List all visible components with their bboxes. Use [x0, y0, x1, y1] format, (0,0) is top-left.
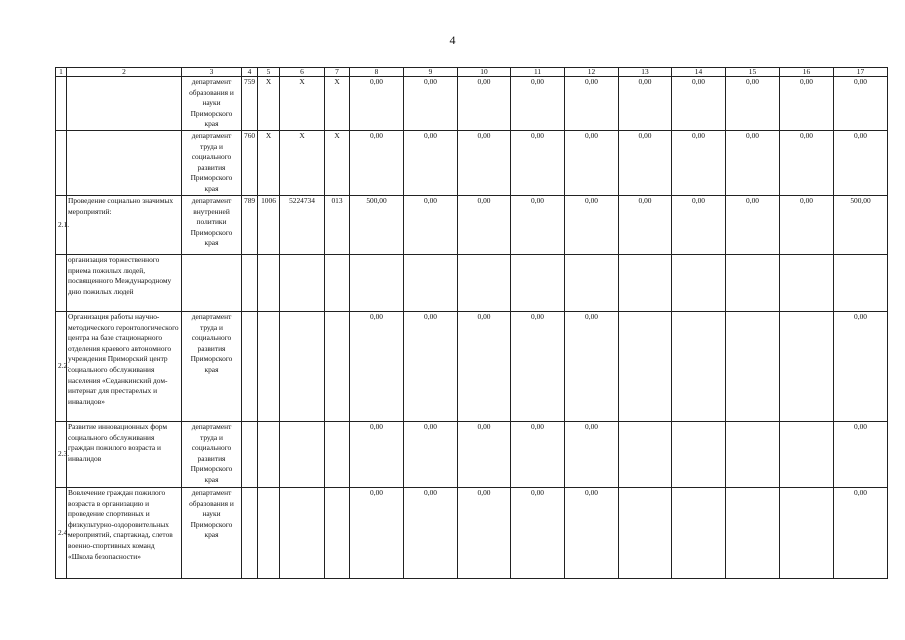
- code-cell: X: [258, 131, 280, 196]
- row-number-cell: 2.3.: [56, 422, 67, 488]
- code-cell: X: [325, 77, 350, 131]
- amount-cell: 0,00: [565, 196, 619, 255]
- amount-cell: 500,00: [350, 196, 404, 255]
- row-number-cell: 2.1.: [56, 196, 67, 255]
- amount-cell: 0,00: [350, 131, 404, 196]
- code-cell: 5224734: [280, 196, 325, 255]
- event-name-cell: [67, 131, 182, 196]
- header-cell: 10: [458, 68, 511, 77]
- code-cell: [258, 255, 280, 312]
- amount-cell: [619, 422, 672, 488]
- amount-cell: 0,00: [404, 488, 458, 579]
- amount-cell: 0,00: [350, 312, 404, 422]
- amount-cell: [726, 422, 780, 488]
- header-row: [56, 68, 888, 77]
- amount-cell: 0,00: [565, 312, 619, 422]
- amount-cell: 0,00: [834, 488, 888, 579]
- department-cell: департамент образования и науки Приморского края: [182, 488, 242, 579]
- code-cell: 759: [242, 77, 258, 131]
- amount-cell: 0,00: [458, 196, 511, 255]
- row-number-cell: [56, 77, 67, 131]
- code-cell: [258, 422, 280, 488]
- amount-cell: 0,00: [726, 196, 780, 255]
- code-cell: [258, 488, 280, 579]
- amount-cell: 0,00: [619, 196, 672, 255]
- amount-cell: [726, 488, 780, 579]
- amount-cell: 0,00: [565, 488, 619, 579]
- amount-cell: 0,00: [458, 312, 511, 422]
- header-cell: 17: [834, 68, 888, 77]
- department-cell: департамент внутренней политики Приморского края: [182, 196, 242, 255]
- header-cell: 6: [280, 68, 325, 77]
- amount-cell: 0,00: [404, 131, 458, 196]
- department-cell: [182, 255, 242, 312]
- row-number-cell: 2.4.: [56, 488, 67, 579]
- amount-cell: 0,00: [458, 77, 511, 131]
- amount-cell: 0,00: [350, 77, 404, 131]
- amount-cell: 0,00: [511, 196, 565, 255]
- row-number-cell: [56, 255, 67, 312]
- amount-cell: 0,00: [780, 131, 834, 196]
- event-name-cell: [67, 77, 182, 131]
- code-cell: [280, 422, 325, 488]
- row-number-cell: 2.2.: [56, 312, 67, 422]
- header-cell: 12: [565, 68, 619, 77]
- code-cell: [242, 255, 258, 312]
- amount-cell: [672, 312, 726, 422]
- event-name-cell: Вовлечение граждан пожилого возраста в организацию и проведение спортивных и физкультурно-оздоровительных мероприятий, спартакиад, слетов военно-спортивных команд «Школа безопасности»: [67, 488, 182, 579]
- code-cell: [242, 422, 258, 488]
- amount-cell: [672, 255, 726, 312]
- amount-cell: [672, 422, 726, 488]
- amount-cell: 0,00: [350, 422, 404, 488]
- header-cell: 3: [182, 68, 242, 77]
- amount-cell: 0,00: [780, 77, 834, 131]
- amount-cell: 0,00: [404, 196, 458, 255]
- amount-cell: [458, 255, 511, 312]
- header-cell: 9: [404, 68, 458, 77]
- event-name-cell: организация торжественного приема пожилых людей, посвященного Международному дню пожилых людей: [67, 255, 182, 312]
- table-row: [56, 131, 888, 196]
- department-cell: департамент образования и науки Приморского края: [182, 77, 242, 131]
- amount-cell: 0,00: [672, 131, 726, 196]
- page-number: 4: [449, 33, 456, 47]
- code-cell: [280, 312, 325, 422]
- amount-cell: [619, 312, 672, 422]
- amount-cell: [672, 488, 726, 579]
- header-cell: 15: [726, 68, 780, 77]
- row-number-cell: [56, 131, 67, 196]
- amount-cell: 0,00: [565, 422, 619, 488]
- amount-cell: [780, 488, 834, 579]
- code-cell: X: [258, 77, 280, 131]
- department-cell: департамент труда и социального развития Приморского края: [182, 131, 242, 196]
- amount-cell: 0,00: [672, 196, 726, 255]
- department-cell: департамент труда и социального развития Приморского края: [182, 422, 242, 488]
- amount-cell: 0,00: [672, 77, 726, 131]
- amount-cell: 0,00: [726, 131, 780, 196]
- header-cell: 8: [350, 68, 404, 77]
- amount-cell: 0,00: [458, 131, 511, 196]
- code-cell: X: [280, 131, 325, 196]
- code-cell: 013: [325, 196, 350, 255]
- table-row: [56, 196, 888, 255]
- amount-cell: [726, 255, 780, 312]
- amount-cell: [726, 312, 780, 422]
- amount-cell: 500,00: [834, 196, 888, 255]
- amount-cell: [350, 255, 404, 312]
- header-cell: 5: [258, 68, 280, 77]
- amount-cell: 0,00: [565, 131, 619, 196]
- code-cell: X: [325, 131, 350, 196]
- amount-cell: [619, 488, 672, 579]
- header-cell: 4: [242, 68, 258, 77]
- amount-cell: 0,00: [404, 312, 458, 422]
- code-cell: [242, 312, 258, 422]
- department-cell: департамент труда и социального развития Приморского края: [182, 312, 242, 422]
- amount-cell: 0,00: [619, 131, 672, 196]
- amount-cell: 0,00: [511, 77, 565, 131]
- amount-cell: 0,00: [834, 131, 888, 196]
- amount-cell: [511, 255, 565, 312]
- budget-table: [55, 67, 888, 579]
- amount-cell: [780, 312, 834, 422]
- code-cell: [242, 488, 258, 579]
- header-cell: 2: [67, 68, 182, 77]
- amount-cell: [780, 422, 834, 488]
- amount-cell: 0,00: [834, 312, 888, 422]
- amount-cell: 0,00: [780, 196, 834, 255]
- table-row: [56, 255, 888, 312]
- code-cell: [280, 255, 325, 312]
- code-cell: [258, 312, 280, 422]
- amount-cell: 0,00: [834, 77, 888, 131]
- amount-cell: 0,00: [458, 422, 511, 488]
- amount-cell: 0,00: [511, 488, 565, 579]
- event-name-cell: Развитие инновационных форм социального обслуживания граждан пожилого возраста и инвалидов: [67, 422, 182, 488]
- code-cell: [325, 422, 350, 488]
- code-cell: 789: [242, 196, 258, 255]
- amount-cell: 0,00: [511, 422, 565, 488]
- amount-cell: [780, 255, 834, 312]
- header-cell: 14: [672, 68, 726, 77]
- event-name-cell: Проведение социально значимых мероприятий:: [67, 196, 182, 255]
- amount-cell: 0,00: [619, 77, 672, 131]
- amount-cell: [404, 255, 458, 312]
- code-cell: [325, 488, 350, 579]
- table-row: [56, 312, 888, 422]
- code-cell: 1006: [258, 196, 280, 255]
- code-cell: [325, 255, 350, 312]
- amount-cell: 0,00: [404, 422, 458, 488]
- code-cell: [280, 488, 325, 579]
- amount-cell: 0,00: [511, 131, 565, 196]
- header-cell: 1: [56, 68, 67, 77]
- event-name-cell: Организация работы научно-методического геронтологического центра на базе стационарного отделения краевого автономного учреждения Приморский центр социального обслуживания населения «Седанкинский дом-интернат для престарелых и инвалидов»: [67, 312, 182, 422]
- header-cell: 16: [780, 68, 834, 77]
- amount-cell: 0,00: [404, 77, 458, 131]
- table-row: [56, 488, 888, 579]
- header-cell: 11: [511, 68, 565, 77]
- header-cell: 7: [325, 68, 350, 77]
- amount-cell: [619, 255, 672, 312]
- table-row: [56, 422, 888, 488]
- header-cell: 13: [619, 68, 672, 77]
- amount-cell: 0,00: [565, 77, 619, 131]
- amount-cell: 0,00: [726, 77, 780, 131]
- amount-cell: [565, 255, 619, 312]
- amount-cell: 0,00: [350, 488, 404, 579]
- amount-cell: 0,00: [458, 488, 511, 579]
- code-cell: 760: [242, 131, 258, 196]
- amount-cell: 0,00: [511, 312, 565, 422]
- amount-cell: 0,00: [834, 422, 888, 488]
- table-row: [56, 77, 888, 131]
- amount-cell: [834, 255, 888, 312]
- code-cell: [325, 312, 350, 422]
- code-cell: X: [280, 77, 325, 131]
